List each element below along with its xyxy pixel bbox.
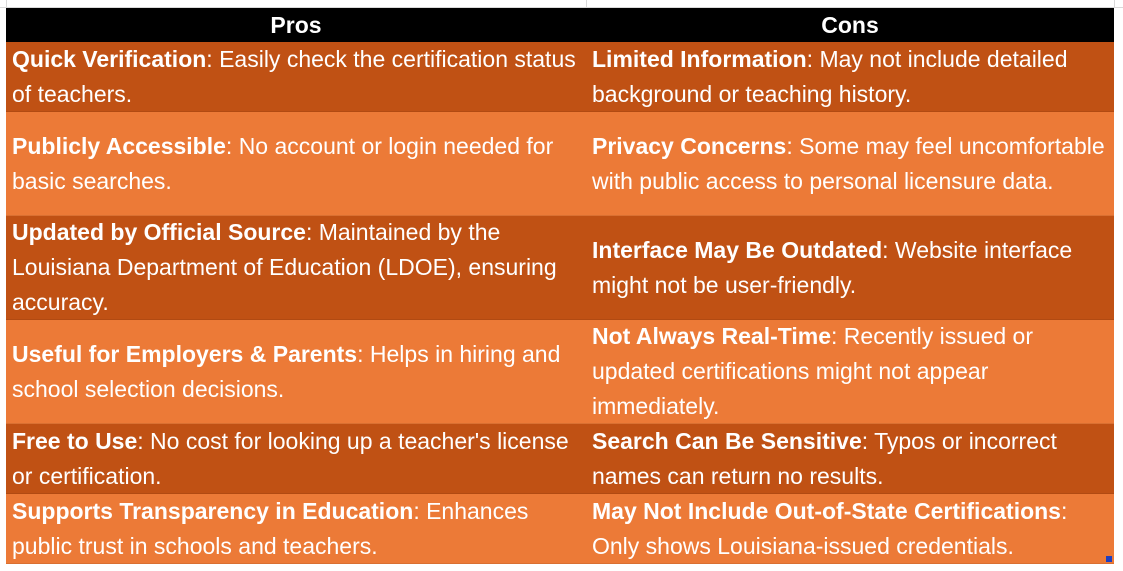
- pros-text: : No account or login needed for basic searches.: [12, 132, 554, 194]
- pros-title: Free to Use: [12, 427, 138, 454]
- pros-text: : No cost for looking up a teacher's license or certification.: [12, 427, 569, 489]
- cons-title: Interface May Be Outdated: [592, 236, 883, 263]
- pros-text: : Easily check the certification status of teachers.: [12, 45, 576, 107]
- cons-text: : Some may feel uncomfortable with public access to personal licensure data.: [592, 132, 1105, 194]
- cons-text: : Typos or incorrect names can return no results.: [592, 427, 1057, 489]
- cons-text: : Only shows Louisiana-issued credentials.: [592, 497, 1068, 559]
- pros-text: : Helps in hiring and school selection decisions.: [12, 340, 561, 402]
- pros-title: Publicly Accessible: [12, 132, 226, 159]
- table-row: [6, 320, 1114, 424]
- pros-title: Updated by Official Source: [12, 219, 306, 245]
- pros-header[interactable]: Pros: [270, 12, 322, 38]
- table-row: [6, 42, 1114, 112]
- sheet-top-gridline: [0, 0, 1123, 8]
- pros-cell[interactable]: [6, 112, 586, 216]
- cons-title: May Not Include Out-of-State Certifications: [592, 497, 1061, 524]
- pros-cell[interactable]: [6, 216, 586, 320]
- cons-title: Limited Information: [592, 45, 807, 72]
- pros-text: : Maintained by the Louisiana Department of Education (LDOE), ensuring accuracy.: [12, 219, 557, 315]
- selection-resize-handle[interactable]: [1106, 556, 1112, 562]
- cons-text: : Recently issued or updated certifications might not appear immediately.: [592, 323, 1034, 419]
- pros-text: : Enhances public trust in schools and teachers.: [12, 497, 529, 559]
- cons-title: Search Can Be Sensitive: [592, 427, 862, 454]
- sheet-column-divider: [586, 0, 587, 7]
- table-row: [6, 216, 1114, 320]
- sheet-column-divider: [1114, 0, 1115, 7]
- pros-cell[interactable]: [6, 320, 586, 424]
- pros-title: Supports Transparency in Education: [12, 497, 414, 524]
- cons-text: : Website interface might not be user-friendly.: [592, 236, 1073, 298]
- table-row: [6, 424, 1114, 494]
- cons-title: Privacy Concerns: [592, 132, 787, 159]
- cons-cell[interactable]: [586, 42, 1114, 112]
- pros-title: Quick Verification: [12, 45, 207, 72]
- cons-cell[interactable]: [586, 424, 1114, 494]
- table-row: [6, 112, 1114, 216]
- pros-cell[interactable]: [6, 494, 586, 564]
- sheet-column-divider: [6, 0, 7, 7]
- cons-cell[interactable]: [586, 494, 1114, 564]
- cons-header[interactable]: Cons: [821, 12, 879, 38]
- pros-title: Useful for Employers & Parents: [12, 340, 358, 367]
- pros-cell[interactable]: [6, 424, 586, 494]
- pros-cell[interactable]: [6, 42, 586, 112]
- cons-text: : May not include detailed background or teaching history.: [592, 45, 1068, 107]
- cons-title: Not Always Real-Time: [592, 323, 832, 349]
- pros-cons-table: [6, 8, 1114, 564]
- table-header-row: [6, 8, 1114, 42]
- table-row: [6, 494, 1114, 564]
- cons-cell[interactable]: [586, 320, 1114, 424]
- cons-cell[interactable]: [586, 216, 1114, 320]
- cons-cell[interactable]: [586, 112, 1114, 216]
